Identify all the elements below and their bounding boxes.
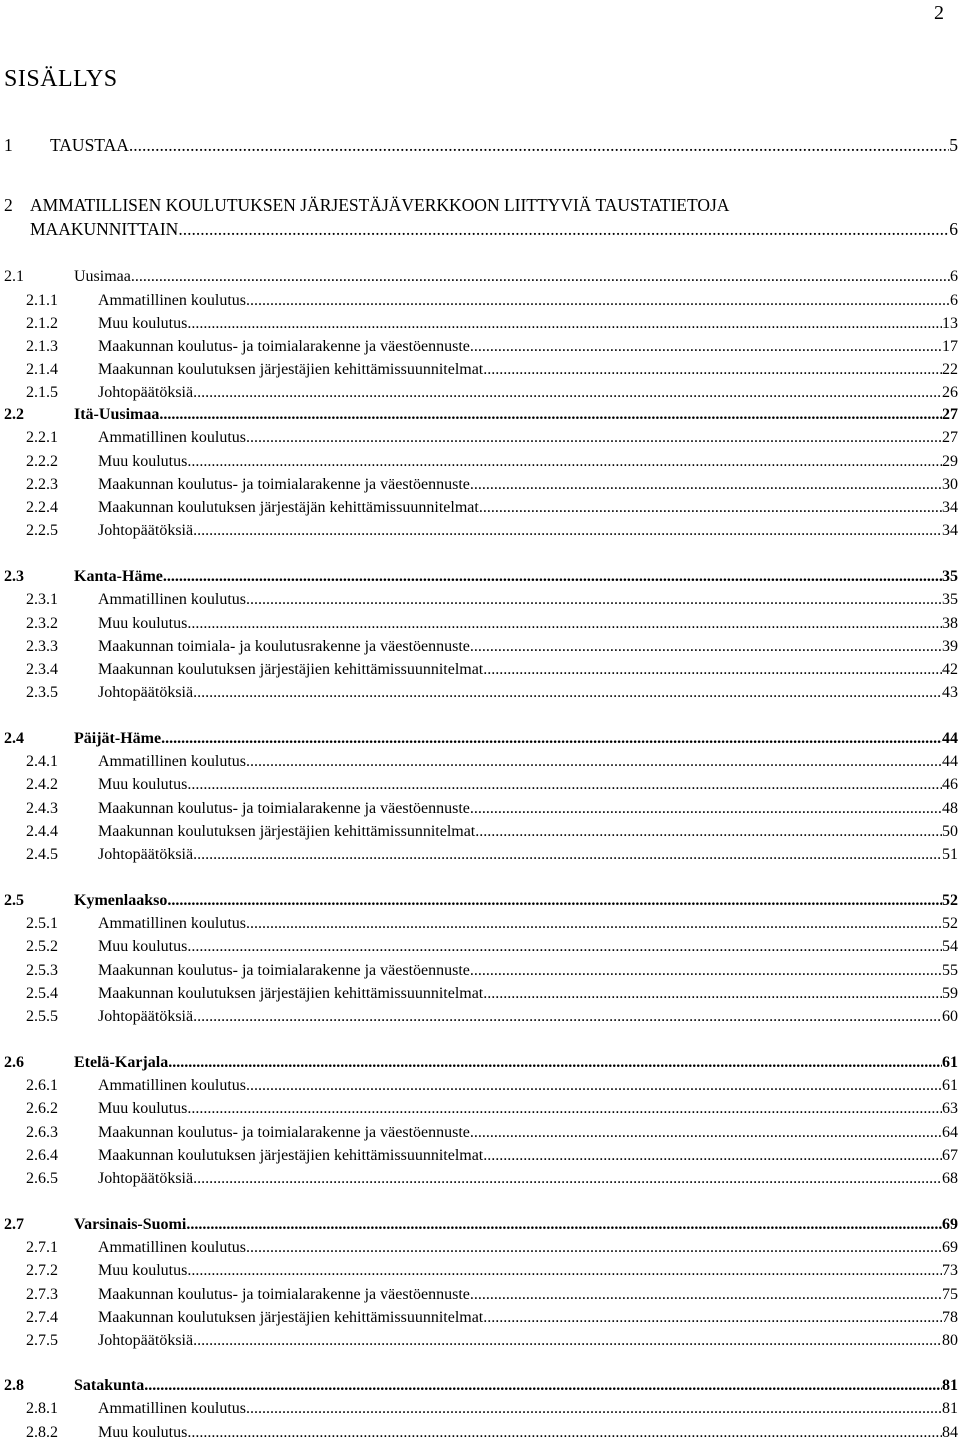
toc-entry-label: Muu koulutus xyxy=(98,315,188,332)
toc-entry-label: Muu koulutus xyxy=(98,453,188,470)
toc-title: SISÄLLYS xyxy=(4,66,118,92)
toc-entry[interactable] xyxy=(0,936,958,958)
toc-entry-page: 39 xyxy=(942,638,958,655)
toc-entry[interactable] xyxy=(0,1307,958,1329)
dot-leader xyxy=(193,844,942,866)
dot-leader xyxy=(470,474,942,496)
toc-entry[interactable] xyxy=(0,1330,958,1352)
toc-entry-page: 38 xyxy=(942,615,958,632)
toc-entry-number: 2.3.3 xyxy=(26,638,58,655)
toc-entry-label: Johtopäätöksiä xyxy=(98,1170,194,1187)
toc-entry-label: Johtopäätöksiä xyxy=(98,684,194,701)
toc-entry-number: 2.5.2 xyxy=(26,938,58,955)
toc-entry-label: Päijät-Häme xyxy=(74,730,162,747)
toc-entry-label: Maakunnan koulutus- ja toimialarakenne ja väestöennuste xyxy=(98,1124,470,1141)
toc-entry-number: 2.3.4 xyxy=(26,661,58,678)
dot-leader xyxy=(246,589,942,611)
toc-entry-label: Muu koulutus xyxy=(98,1100,188,1117)
toc-entry-page: 81 xyxy=(942,1377,958,1394)
toc-entry-label: Satakunta xyxy=(74,1377,145,1394)
toc-entry-number: 2.4.3 xyxy=(26,800,58,817)
toc-entry-page: 69 xyxy=(942,1239,958,1256)
toc-entry-number: 2.7 xyxy=(4,1216,24,1233)
toc-entry-page: 52 xyxy=(942,892,958,909)
dot-leader xyxy=(470,636,942,658)
toc-entry-page: 26 xyxy=(942,384,958,401)
toc-entry-number: 2.6.1 xyxy=(26,1077,58,1094)
toc-entry-page: 78 xyxy=(942,1309,958,1326)
toc-entry[interactable] xyxy=(0,636,958,658)
toc-entry-label: Maakunnan koulutuksen järjestäjien kehittämissuunnitelmat xyxy=(98,361,484,378)
toc-entry-number: 2.2.2 xyxy=(26,453,58,470)
toc-entry-label: Maakunnan koulutuksen järjestäjien kehittämissuunnitelmat xyxy=(98,1147,484,1164)
toc-entry-number: 2.3.1 xyxy=(26,591,58,608)
toc-entry-page: 80 xyxy=(942,1332,958,1349)
dot-leader xyxy=(187,774,942,796)
toc-entry-page: 17 xyxy=(942,338,958,355)
toc-entry-label: AMMATILLISEN KOULUTUKSEN JÄRJESTÄJÄVERKKOON LIITTYVIÄ TAUSTATIETOJA xyxy=(30,195,730,215)
dot-leader xyxy=(144,1375,942,1397)
toc-entry-number: 2.6.5 xyxy=(26,1170,58,1187)
toc-entry-number: 2.7.1 xyxy=(26,1239,58,1256)
toc-entry[interactable] xyxy=(0,983,958,1005)
toc-entry-number: 2.3.2 xyxy=(26,615,58,632)
toc-entry-page: 44 xyxy=(942,753,958,770)
toc-entry-label: Itä-Uusimaa xyxy=(74,406,160,423)
dot-leader xyxy=(246,1398,942,1420)
toc-entry-number: 2.1 xyxy=(4,268,24,285)
toc-entry[interactable] xyxy=(0,1122,958,1144)
toc-entry-label: Ammatillinen koulutus xyxy=(98,292,246,309)
toc-entry[interactable] xyxy=(0,821,958,843)
toc-entry-page: 64 xyxy=(942,1124,958,1141)
toc-entry[interactable] xyxy=(0,589,958,611)
dot-leader xyxy=(193,682,942,704)
toc-entry[interactable] xyxy=(0,566,958,588)
toc-entry-label: Muu koulutus xyxy=(98,776,188,793)
toc-entry[interactable] xyxy=(0,1375,958,1397)
toc-entry-number: 2.8 xyxy=(4,1377,24,1394)
dot-leader xyxy=(187,1422,942,1444)
toc-entry[interactable] xyxy=(0,1214,958,1236)
toc-entry-number: 2.1.2 xyxy=(26,315,58,332)
dot-leader xyxy=(470,1122,942,1144)
toc-entry-label: Johtopäätöksiä xyxy=(98,522,194,539)
toc-entry[interactable] xyxy=(0,682,958,704)
toc-entry-label: Maakunnan koulutuksen järjestäjän kehittämissuunnitelmat xyxy=(98,499,479,516)
toc-entry[interactable] xyxy=(0,1398,958,1420)
dot-leader xyxy=(129,134,949,156)
toc-entry-number: 2.1.5 xyxy=(26,384,58,401)
toc-entry-page: 27 xyxy=(942,429,958,446)
dot-leader xyxy=(470,336,942,358)
toc-entry-label: Varsinais-Suomi xyxy=(74,1216,187,1233)
dot-leader xyxy=(187,313,942,335)
toc-entry-label: Muu koulutus xyxy=(98,1262,188,1279)
toc-entry-label: MAAKUNNITTAIN xyxy=(30,219,179,239)
toc-entry-page: 5 xyxy=(949,135,958,155)
toc-entry-number: 2.5.3 xyxy=(26,962,58,979)
toc-entry-number: 2.4.4 xyxy=(26,823,58,840)
dot-leader xyxy=(159,404,942,426)
toc-entry-label: Maakunnan koulutuksen järjestäjien kehittämissuunnitelmat xyxy=(98,985,484,1002)
dot-leader xyxy=(193,1330,942,1352)
toc-entry-number: 2.1.1 xyxy=(26,292,58,309)
toc-entry-label: Johtopäätöksiä xyxy=(98,846,194,863)
dot-leader xyxy=(483,983,942,1005)
dot-leader xyxy=(246,290,950,312)
toc-entry-page: 35 xyxy=(942,568,958,585)
toc-entry-page: 60 xyxy=(942,1008,958,1025)
toc-entry[interactable] xyxy=(0,1260,958,1282)
toc-entry-label: Kanta-Häme xyxy=(74,568,163,585)
toc-entry-page: 84 xyxy=(942,1424,958,1441)
toc-entry-label: Muu koulutus xyxy=(98,1424,188,1441)
toc-entry-page: 34 xyxy=(942,522,958,539)
toc-entry[interactable] xyxy=(0,913,958,935)
toc-entry[interactable] xyxy=(0,404,958,426)
toc-entry-label: Maakunnan koulutus- ja toimialarakenne ja väestöennuste xyxy=(98,800,470,817)
toc-entry[interactable] xyxy=(0,336,958,358)
toc-entry-page: 46 xyxy=(942,776,958,793)
toc-entry-label: TAUSTAA xyxy=(50,135,129,155)
dot-leader xyxy=(161,728,942,750)
toc-entry-number: 2.1.4 xyxy=(26,361,58,378)
toc-entry[interactable] xyxy=(0,1237,958,1259)
toc-entry[interactable] xyxy=(0,1145,958,1167)
toc-entry[interactable] xyxy=(0,451,958,473)
toc-entry-page: 27 xyxy=(942,406,958,423)
dot-leader xyxy=(187,936,942,958)
toc-entry-number: 2.7.3 xyxy=(26,1286,58,1303)
toc-entry-label: Maakunnan toimiala- ja koulutusrakenne ja väestöennuste xyxy=(98,638,470,655)
dot-leader xyxy=(475,821,942,843)
toc-entry[interactable] xyxy=(0,613,958,635)
toc-entry-number: 1 xyxy=(4,135,13,155)
toc-entry-page: 59 xyxy=(942,985,958,1002)
dot-leader xyxy=(483,1145,942,1167)
toc-entry[interactable] xyxy=(0,728,958,750)
toc-entry-number: 2.5.4 xyxy=(26,985,58,1002)
dot-leader xyxy=(187,1098,942,1120)
dot-leader xyxy=(246,1237,942,1259)
toc-entry[interactable] xyxy=(0,774,958,796)
toc-entry[interactable] xyxy=(0,960,958,982)
dot-leader xyxy=(186,1214,942,1236)
dot-leader xyxy=(470,960,942,982)
toc-entry-number: 2.2.5 xyxy=(26,522,58,539)
toc-entry-page: 67 xyxy=(942,1147,958,1164)
toc-entry-number: 2.2.3 xyxy=(26,476,58,493)
toc-entry[interactable] xyxy=(0,844,958,866)
toc-entry-number: 2.7.5 xyxy=(26,1332,58,1349)
toc-entry-number: 2.6.2 xyxy=(26,1100,58,1117)
toc-entry-page: 6 xyxy=(950,268,958,285)
toc-entry-label: Muu koulutus xyxy=(98,615,188,632)
toc-entry-page: 61 xyxy=(942,1054,958,1071)
toc-entry-label: Etelä-Karjala xyxy=(74,1054,169,1071)
toc-entry-number: 2.6.3 xyxy=(26,1124,58,1141)
toc-entry[interactable] xyxy=(0,1052,958,1074)
toc-entry-page: 35 xyxy=(942,591,958,608)
dot-leader xyxy=(193,1168,942,1190)
toc-entry[interactable] xyxy=(0,290,958,312)
toc-entry-label: Maakunnan koulutus- ja toimialarakenne ja väestöennuste xyxy=(98,338,470,355)
dot-leader xyxy=(483,659,942,681)
toc-entry[interactable] xyxy=(0,382,958,404)
toc-entry-number: 2.4.5 xyxy=(26,846,58,863)
toc-entry-label: Johtopäätöksiä xyxy=(98,1332,194,1349)
toc-entry[interactable] xyxy=(0,520,958,542)
toc-entry-label: Ammatillinen koulutus xyxy=(98,753,246,770)
toc-entry-page: 22 xyxy=(942,361,958,378)
toc-entry-page: 54 xyxy=(942,938,958,955)
toc-entry-label: Maakunnan koulutus- ja toimialarakenne ja väestöennuste xyxy=(98,962,470,979)
toc-entry-page: 50 xyxy=(942,823,958,840)
toc-entry-number: 2.3 xyxy=(4,568,24,585)
toc-entry-page: 6 xyxy=(950,292,958,309)
toc-entry[interactable] xyxy=(0,218,958,240)
toc-entry-page: 63 xyxy=(942,1100,958,1117)
toc-entry[interactable] xyxy=(0,134,958,156)
toc-entry-number: 2.3.5 xyxy=(26,684,58,701)
toc-entry-page: 73 xyxy=(942,1262,958,1279)
toc-entry-number: 2.4.1 xyxy=(26,753,58,770)
toc-entry-label: Ammatillinen koulutus xyxy=(98,429,246,446)
dot-leader xyxy=(479,497,942,519)
toc-entry[interactable] xyxy=(0,1284,958,1306)
toc-entry-page: 13 xyxy=(942,315,958,332)
toc-entry[interactable] xyxy=(0,751,958,773)
toc-entry-label: Maakunnan koulutuksen järjestäjien kehittämissuunnitelmat xyxy=(98,661,484,678)
toc-entry-number: 2.2 xyxy=(4,406,24,423)
dot-leader xyxy=(193,1006,942,1028)
toc-entry-page: 81 xyxy=(942,1400,958,1417)
toc-entry[interactable] xyxy=(0,659,958,681)
dot-leader xyxy=(187,613,942,635)
toc-entry-label: Maakunnan koulutuksen järjestäjien kehittämissunnitelmat xyxy=(98,823,476,840)
toc-entry-page: 6 xyxy=(949,219,958,239)
toc-entry[interactable] xyxy=(0,474,958,496)
toc-entry-label: Maakunnan koulutus- ja toimialarakenne ja väestöennuste xyxy=(98,476,470,493)
toc-entry-label: Ammatillinen koulutus xyxy=(98,915,246,932)
toc-entry-number: 2.2.4 xyxy=(26,499,58,516)
toc-entry-page: 52 xyxy=(942,915,958,932)
toc-entry[interactable] xyxy=(0,497,958,519)
toc-entry-number: 2.1.3 xyxy=(26,338,58,355)
dot-leader xyxy=(168,1052,942,1074)
toc-entry[interactable] xyxy=(0,1098,958,1120)
toc-entry[interactable] xyxy=(0,266,958,288)
toc-entry-page: 61 xyxy=(942,1077,958,1094)
toc-entry-page: 42 xyxy=(942,661,958,678)
toc-entry-label: Muu koulutus xyxy=(98,938,188,955)
toc-entry-page: 29 xyxy=(942,453,958,470)
toc-entry-label: Maakunnan koulutus- ja toimialarakenne ja väestöennuste xyxy=(98,1286,470,1303)
toc-entry-number: 2.6 xyxy=(4,1054,24,1071)
toc-entry-label: Ammatillinen koulutus xyxy=(98,1077,246,1094)
toc-entry-number: 2.5 xyxy=(4,892,24,909)
toc-entry-number: 2.4.2 xyxy=(26,776,58,793)
toc-entry-label: Johtopäätöksiä xyxy=(98,384,194,401)
toc-entry-page: 44 xyxy=(942,730,958,747)
toc-entry-number: 2.5.5 xyxy=(26,1008,58,1025)
toc-entry-number: 2 xyxy=(4,195,13,215)
toc-entry-label: Ammatillinen koulutus xyxy=(98,591,246,608)
toc-entry-number: 2.6.4 xyxy=(26,1147,58,1164)
toc-entry[interactable] xyxy=(0,194,958,216)
toc-entry-page: 34 xyxy=(942,499,958,516)
toc-entry-page: 55 xyxy=(942,962,958,979)
dot-leader xyxy=(163,566,942,588)
dot-leader xyxy=(246,1075,942,1097)
dot-leader xyxy=(246,751,942,773)
dot-leader xyxy=(193,382,942,404)
toc-entry-number: 2.7.2 xyxy=(26,1262,58,1279)
toc-entry-page: 43 xyxy=(942,684,958,701)
toc-entry-number: 2.8.2 xyxy=(26,1424,58,1441)
toc-entry-page: 48 xyxy=(942,800,958,817)
toc-entry[interactable] xyxy=(0,890,958,912)
dot-leader xyxy=(483,1307,942,1329)
toc-entry-label: Kymenlaakso xyxy=(74,892,168,909)
toc-entry[interactable] xyxy=(0,1422,958,1444)
toc-entry-page: 75 xyxy=(942,1286,958,1303)
toc-entry-page: 30 xyxy=(942,476,958,493)
dot-leader xyxy=(178,218,949,240)
dot-leader xyxy=(483,359,942,381)
toc-entry-page: 51 xyxy=(942,846,958,863)
toc-entry-label: Uusimaa xyxy=(74,268,131,285)
dot-leader xyxy=(470,798,942,820)
toc-entry-label: Ammatillinen koulutus xyxy=(98,1400,246,1417)
toc-entry[interactable] xyxy=(0,798,958,820)
dot-leader xyxy=(193,520,942,542)
dot-leader xyxy=(187,451,942,473)
dot-leader xyxy=(187,1260,942,1282)
toc-entry-number: 2.4 xyxy=(4,730,24,747)
toc-entry-number: 2.7.4 xyxy=(26,1309,58,1326)
toc-entry[interactable] xyxy=(0,1075,958,1097)
toc-entry-page: 68 xyxy=(942,1170,958,1187)
toc-entry-page: 69 xyxy=(942,1216,958,1233)
toc-entry[interactable] xyxy=(0,359,958,381)
toc-entry[interactable] xyxy=(0,313,958,335)
toc-entry-label: Maakunnan koulutuksen järjestäjien kehittämissuunnitelmat xyxy=(98,1309,484,1326)
toc-entry-number: 2.5.1 xyxy=(26,915,58,932)
dot-leader xyxy=(246,913,942,935)
page-number: 2 xyxy=(934,2,944,24)
toc-entry[interactable] xyxy=(0,1168,958,1190)
toc-entry-label: Johtopäätöksiä xyxy=(98,1008,194,1025)
dot-leader xyxy=(131,266,950,288)
dot-leader xyxy=(167,890,942,912)
dot-leader xyxy=(246,427,942,449)
toc-entry-label: Ammatillinen koulutus xyxy=(98,1239,246,1256)
toc-entry-number: 2.2.1 xyxy=(26,429,58,446)
toc-entry-number: 2.8.1 xyxy=(26,1400,58,1417)
toc-entry[interactable] xyxy=(0,1006,958,1028)
dot-leader xyxy=(470,1284,942,1306)
toc-entry[interactable] xyxy=(0,427,958,449)
